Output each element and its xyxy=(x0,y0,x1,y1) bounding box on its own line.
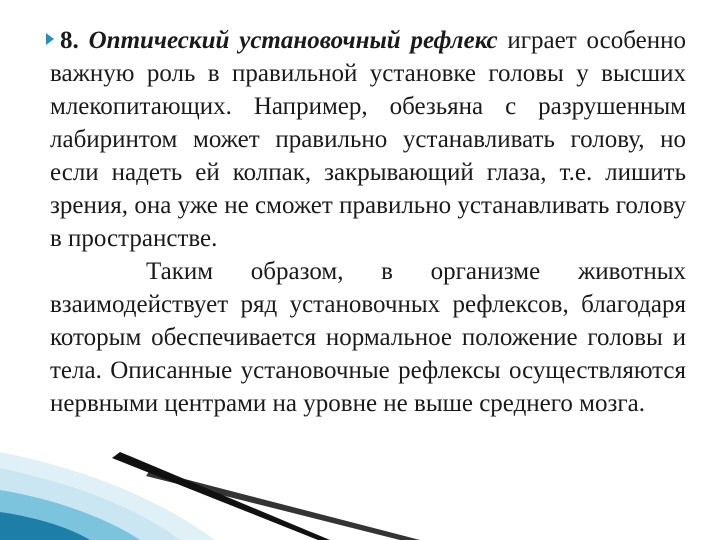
item-number: 8. xyxy=(60,27,79,54)
bullet-arrow-icon xyxy=(46,33,54,45)
paragraph-1 xyxy=(50,24,686,255)
text-content xyxy=(50,24,686,420)
paragraph-2-text: Таким образом, в организме животных взаимодействует ряд установочных рефлексов, благодаря которым обеспечивается нормальное положение головы и тела. Описанные установочные рефлексы осуществляются нервными центрами на уровне не выше среднего мозга. xyxy=(50,258,686,417)
term-highlight: Оптический установочный рефлекс xyxy=(88,27,498,54)
paragraph-1-text: играет особенно важную роль в правильной установке головы у высших млекопитающих. Например, обезьяна с разрушенным лабиринтом может правильно устанавливать голову, но если надеть ей колпак, закрывающий глаза, т.е. лишить зрения, она уже не сможет правильно устанавливать голову в пространстве. xyxy=(50,27,686,252)
paragraph-2 xyxy=(50,255,686,420)
